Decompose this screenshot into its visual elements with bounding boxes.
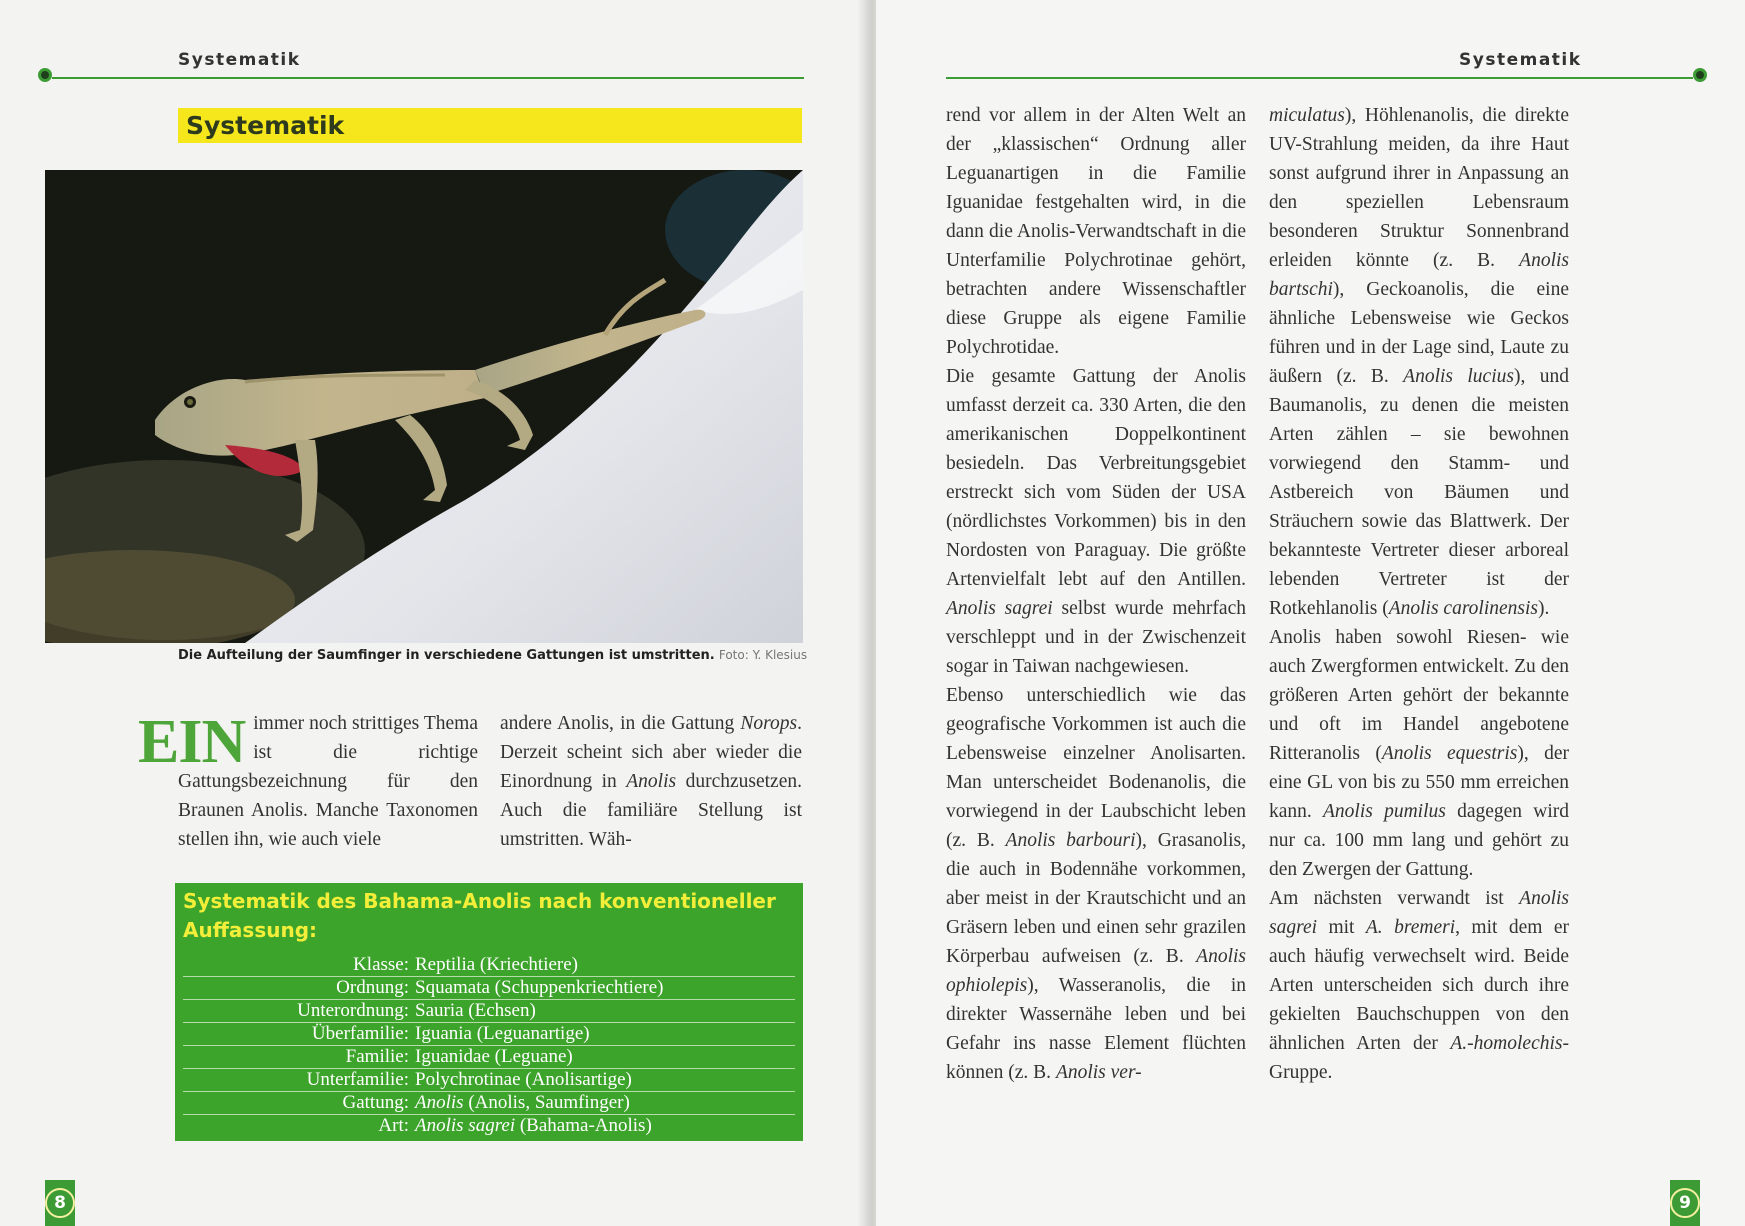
taxonomy-value: Sauria (Echsen): [415, 1000, 536, 1021]
right-page: [876, 0, 1745, 1226]
taxonomy-rank: Gattung:: [342, 1092, 409, 1113]
taxonomy-value: Iguania (Leguanartige): [415, 1023, 590, 1044]
running-head-right: Systematik: [1459, 50, 1582, 70]
taxonomy-value: Reptilia (Kriechtiere): [415, 954, 579, 975]
rule-dot-icon: [38, 68, 52, 82]
section-title-bar: [178, 108, 802, 143]
taxonomy-row: [183, 954, 795, 977]
lizard-photo: [45, 170, 803, 643]
taxonomy-row: [183, 1092, 795, 1115]
taxonomy-value: [415, 1115, 652, 1137]
taxonomy-rank: Familie:: [345, 1046, 409, 1067]
text-column-4: miculatus), Höhlenanolis, die direkte UV-Strahlung meiden, da ihre Haut sonst aufgrund ihrer in Anpassung an den speziellen Lebensraum besonderen Struktur Sonnenbrand erleiden könnte (z. B. Anolis bartschi), Geckoanolis, die eine ähnliche Lebensweise wie Geckos führen und in der Lage sind, Laute zu äußern (z. B. Anolis lucius), und Baumanolis, zu denen die meisten Arten zählen – sie bewohnen vorwiegend den Stamm- und Astbereich von Bäumen und Sträuchern sowie das Blattwerk. Der bekannteste Vertreter dieser arboreal lebenden Vertreter ist der Rotkehlanolis (Anolis carolinensis). Anolis haben sowohl Riesen- wie auch Zwergformen entwickelt. Zu den größeren Arten gehört der bekannte und oft im Handel angebotene Ritteranolis (Anolis equestris), der eine GL von bis zu 550 mm erreichen kann. Anolis pumilus dagegen wird nur ca. 100 mm lang und gehört zu den Zwergen der Gattung. Am nächsten verwandt ist Anolis sagrei mit A. bremeri, mit dem er auch häufig verwechselt wird. Beide Arten unterscheiden sich durch ihre gekielten Bauchschuppen von den ähnlichen Arten der A.-homolechis-Gruppe.: [1269, 105, 1570, 1083]
lizard-photo-illustration: [45, 170, 803, 643]
photo-credit: Foto: Y. Klesius: [718, 648, 808, 662]
page-number-badge: 9: [1670, 1188, 1700, 1218]
taxonomy-value: Iguanidae (Leguane): [415, 1046, 573, 1067]
col2-text-c: durchzusetzen. Auch die familiäre Stellung ist umstritten. Wäh-: [500, 771, 802, 850]
page-number-right: [1670, 1180, 1700, 1226]
header-rule: [946, 77, 1693, 79]
taxonomy-value-italic: Anolis sagrei: [415, 1115, 516, 1136]
text-column-2: [500, 709, 802, 854]
text-column-1: [138, 708, 478, 854]
taxonomy-row: [183, 977, 795, 1000]
header-rule: [52, 77, 804, 79]
taxonomy-box: [175, 883, 803, 1141]
rule-dot-icon: [1693, 68, 1707, 82]
taxonomy-value: Polychrotinae (Anolisartige): [415, 1069, 632, 1090]
taxonomy-value: [415, 1092, 630, 1114]
taxonomy-rank: Überfamilie:: [311, 1023, 409, 1044]
taxonomy-rank: Unterordnung:: [297, 1000, 409, 1021]
taxonomy-value-rest: (Anolis, Saumfinger): [463, 1092, 630, 1113]
taxonomy-box-title: Systematik des Bahama-Anolis nach konventioneller Auffassung:: [183, 889, 776, 942]
col2-italic-a: Norops: [740, 713, 798, 734]
col1-text: immer noch strittiges Thema ist die richtige Gattungsbezeichnung für den Braunen Anolis. Manche Taxonomen stellen ihn, wie auch viele: [178, 713, 478, 850]
col2-text-a: andere Anolis, in die Gattung: [500, 713, 741, 734]
taxonomy-row: [183, 1115, 795, 1137]
taxonomy-value: Squamata (Schuppenkriechtiere): [415, 977, 664, 998]
taxonomy-rank: Ordnung:: [336, 977, 409, 998]
page-number-left: [45, 1180, 75, 1226]
taxonomy-rank: Art:: [378, 1115, 409, 1136]
taxonomy-value-rest: (Bahama-Anolis): [515, 1115, 652, 1136]
section-title: Systematik: [186, 111, 345, 140]
taxonomy-row: [183, 1069, 795, 1092]
taxonomy-row: [183, 1000, 795, 1023]
page-number-badge: 8: [45, 1188, 75, 1218]
dropcap: EIN: [138, 708, 246, 776]
taxonomy-value-italic: Anolis: [415, 1092, 464, 1113]
taxonomy-row: [183, 1046, 795, 1069]
col2-text-b: . Derzeit scheint sich aber wieder die Einordnung in: [500, 713, 802, 792]
caption-text: Die Aufteilung der Saumfinger in verschiedene Gattungen ist umstritten.: [178, 648, 715, 663]
left-page: [0, 0, 866, 1226]
text-column-3: rend vor allem in der Alten Welt an der „klassischen“ Ordnung aller Leguanartigen in die Familie Iguanidae festgehalten wird, in die dann die Anolis-Verwandtschaft in die Unterfamilie Polychrotinae gehört, betrachten andere Wissenschaftler diese Gruppe als eigene Familie Polychrotidae. Die gesamte Gattung der Anolis umfasst derzeit ca. 330 Arten, die den amerikanischen Doppelkontinent besiedeln. Das Verbreitungsgebiet erstreckt sich vom Süden der USA (nördlichstes Vorkommen) bis in den Nordosten von Paraguay. Die größte Artenvielfalt lebt auf den Antillen. Anolis sagrei selbst wurde mehrfach verschleppt und in der Zwischenzeit sogar in Taiwan nachgewiesen. Ebenso unterschiedlich wie das geografische Vorkommen ist auch die Lebensweise einzelner Anolisarten. Man unterscheidet Bodenanolis, die vorwiegend in der Laubschicht leben (z. B. Anolis barbouri), Grasanolis, die auch in Bodennähe vorkommen, aber meist in der Krautschicht und an Gräsern leben und einen sehr grazilen Körperbau aufweisen (z. B. Anolis ophiolepis), Wasseranolis, die in direkter Wassernähe leben und bei Gefahr ins nasse Element flüchten können (z. B. Anolis ver-: [946, 105, 1246, 1083]
taxonomy-rank: Klasse:: [353, 954, 409, 975]
taxonomy-rank: Unterfamilie:: [306, 1069, 409, 1090]
taxonomy-row: [183, 1023, 795, 1046]
col2-italic-b: Anolis: [626, 771, 677, 792]
photo-caption: [178, 648, 807, 663]
running-head-left: Systematik: [178, 50, 301, 70]
